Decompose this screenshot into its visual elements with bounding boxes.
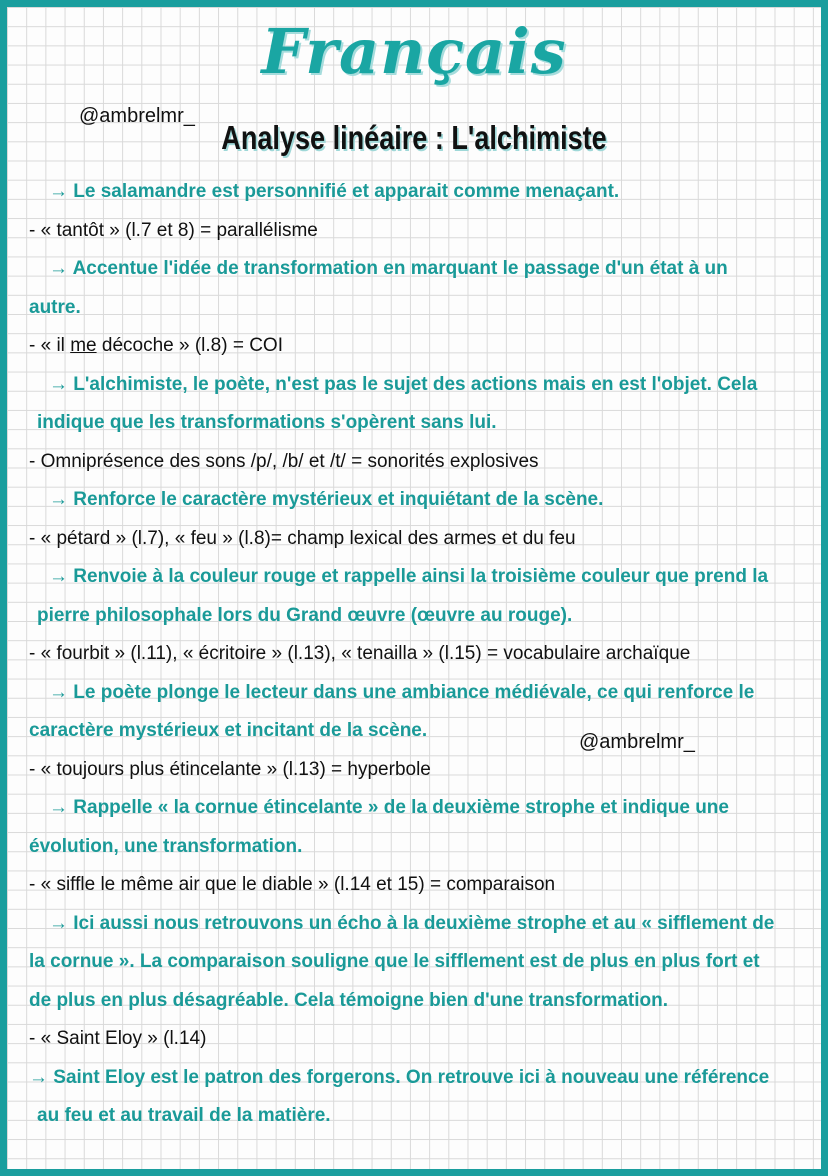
author-handle-watermark: @ambrelmr_ [579, 731, 695, 753]
arrow-icon: → [49, 489, 74, 510]
arrow-icon: → [49, 258, 73, 279]
bullet-text: - « siffle le même air que le diable » (l.14 et 15) = comparaison [29, 874, 556, 895]
page-title: Français [261, 15, 567, 88]
analysis-text: la cornue ». La comparaison souligne que le sifflement est de plus en plus fort et [29, 951, 760, 972]
arrow-icon: → [49, 681, 74, 703]
arrow-icon: → [49, 566, 74, 587]
analysis-line [29, 905, 811, 944]
analysis-line [29, 1059, 811, 1098]
analysis-text: Le salamandre est personnifié et apparait comme menaçant. [73, 181, 620, 202]
bullet-point [29, 327, 811, 366]
page-subtitle: Analyse linéaire : L'alchimiste [221, 119, 607, 156]
analysis-line [29, 943, 811, 982]
analysis-line [29, 597, 811, 636]
analysis-line [29, 558, 811, 597]
analysis-line [29, 674, 811, 713]
analysis-text: évolution, une transformation. [29, 835, 303, 857]
analysis-text: de plus en plus désagréable. Cela témoigne bien d'une transformation. [29, 989, 669, 1011]
bullet-text: décoche » (l.8) = COI [96, 335, 283, 356]
bullet-point [29, 1020, 811, 1059]
analysis-line [29, 789, 811, 828]
analysis-line [29, 173, 811, 212]
arrow-icon: → [49, 797, 74, 818]
analysis-line [29, 828, 811, 867]
analysis-line [29, 982, 811, 1021]
analysis-text: au feu et au travail de la matière. [37, 1105, 331, 1126]
analysis-text: indique que les transformations s'opèrent sans lui. [37, 412, 497, 433]
analysis-line [29, 481, 811, 520]
arrow-icon: → [49, 373, 74, 395]
analysis-line [29, 289, 811, 328]
bullet-point [29, 751, 811, 790]
analysis-text: L'alchimiste, le poète, n'est pas le sujet des actions mais en est l'objet. Cela [73, 373, 758, 395]
bullet-text: - « tantôt » (l.7 et 8) = parallélisme [29, 219, 318, 241]
bullet-text: - « Saint Eloy » (l.14) [29, 1028, 207, 1049]
analysis-text: autre. [29, 296, 81, 318]
analysis-text: pierre philosophale lors du Grand œuvre (œuvre au rouge). [37, 604, 573, 626]
analysis-text: Le poète plonge le lecteur dans une ambiance médiévale, ce qui renforce le [73, 681, 755, 703]
analysis-text: Accentue l'idée de transformation en marquant le passage d'un état à un [72, 258, 728, 279]
analysis-text: Rappelle « la cornue étincelante » de la deuxième strophe et indique une [73, 797, 729, 818]
analysis-line [29, 250, 811, 289]
analysis-text: Ici aussi nous retrouvons un écho à la deuxième strophe et au « sifflement de [73, 912, 775, 934]
analysis-line [29, 1097, 811, 1136]
bullet-point [29, 443, 811, 482]
bullet-text: - « toujours plus étincelante » (l.13) = hyperbole [29, 758, 431, 780]
bullet-point [29, 520, 811, 559]
bullet-text: - « il [29, 335, 71, 356]
bullet-point [29, 635, 811, 674]
arrow-icon: → [49, 912, 74, 934]
arrow-icon: → [49, 181, 74, 202]
author-handle: @ambrelmr_ [79, 105, 195, 127]
analysis-text: Saint Eloy est le patron des forgerons. On retrouve ici à nouveau une référence [53, 1066, 770, 1088]
bullet-point [29, 212, 811, 251]
analysis-content [29, 173, 811, 1136]
analysis-line [29, 404, 811, 443]
bullet-text: - Omniprésence des sons /p/, /b/ et /t/ = sonorités explosives [29, 450, 539, 472]
underlined-word: me [70, 335, 97, 356]
analysis-line [29, 366, 811, 405]
analysis-text: caractère mystérieux et incitant de la scène. [29, 720, 428, 741]
arrow-icon: → [29, 1066, 54, 1088]
bullet-point [29, 866, 811, 905]
analysis-line [29, 712, 811, 751]
analysis-text: Renvoie à la couleur rouge et rappelle ainsi la troisième couleur que prend la [73, 566, 769, 587]
analysis-text: Renforce le caractère mystérieux et inquiétant de la scène. [73, 489, 604, 510]
bullet-text: - « fourbit » (l.11), « écritoire » (l.13), « tenailla » (l.15) = vocabulaire archaïque [29, 643, 691, 664]
bullet-text: - « pétard » (l.7), « feu » (l.8)= champ lexical des armes et du feu [29, 527, 576, 549]
